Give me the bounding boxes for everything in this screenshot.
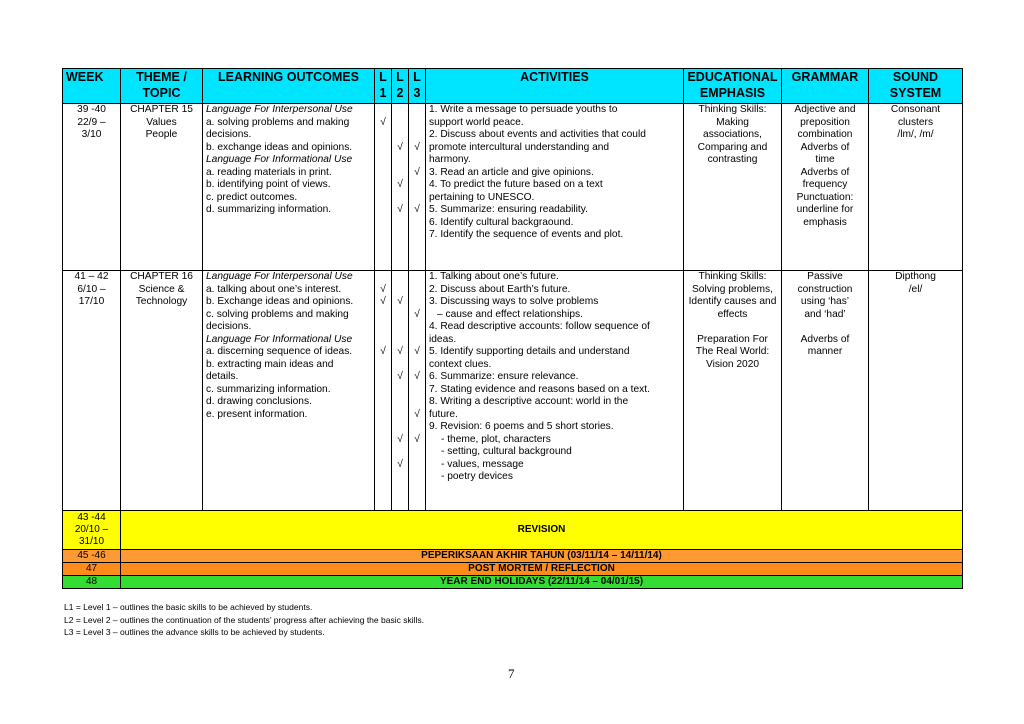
tick-mark: √	[414, 346, 420, 357]
tick-mark: √	[397, 433, 403, 445]
l1-cell	[375, 271, 392, 511]
sound-system-cell: Consonant clusters /lm/, /m/	[869, 104, 963, 271]
tick-mark: √	[380, 116, 386, 128]
tick-mark: √	[414, 141, 420, 153]
outcomes-cell: Language For Interpersonal Use a. talking about one’s interest. b. Exchange ideas and opinions. c. solving problems and making decisions. Language For Informational Use a. discerning sequence of ideas. b. extracting main ideas and details. c. summarizing information. d. drawing conclusions. e. present information.	[203, 271, 375, 511]
header-l2: L 2	[392, 69, 409, 104]
revision-week-cell: 43 -44 20/10 – 31/10	[63, 511, 121, 550]
sound-system-cell: Dipthong /el/	[869, 271, 963, 511]
table-row-chapter-15	[63, 104, 963, 271]
theme-cell: CHAPTER 15 Values People	[121, 104, 203, 271]
tick-mark: √	[414, 371, 420, 382]
activities-cell: 1. Write a message to persuade youths to support world peace. 2. Discuss about events and activities that could promote intercultural understanding and harmony. 3. Read an article and give opinions. 4. To predict the future based on a text pertaining to UNESCO. 5. Summarize: ensuring readability. 6. Identify cultural backgraound. 7. Identify the sequence of events and plot.	[426, 104, 684, 271]
educational-emphasis-cell: Thinking Skills: Making associations, Comparing and contrasting	[684, 104, 782, 271]
page-number: 7	[508, 666, 515, 681]
week-cell: 41 – 42 6/10 – 17/10	[63, 271, 121, 511]
scheme-of-work-table	[62, 68, 963, 589]
header-l1: L 1	[375, 69, 392, 104]
post-mortem-week-cell: 47	[63, 563, 121, 576]
note-l3: L3 = Level 3 – outlines the advance skills to be achieved by students.	[64, 627, 325, 637]
tick-mark: √	[414, 308, 420, 320]
note-l1: L1 = Level 1 – outlines the basic skills to be achieved by students.	[64, 602, 313, 612]
header-outcomes: LEARNING OUTCOMES	[203, 69, 375, 104]
l2-cell	[392, 104, 409, 271]
exam-label: PEPERIKSAAN AKHIR TAHUN (03/11/14 – 14/11/14)	[121, 550, 963, 563]
tick-mark: √	[380, 296, 386, 307]
tick-mark: √	[380, 346, 386, 357]
holiday-row	[63, 576, 963, 589]
header-educational-emphasis: EDUCATIONAL EMPHASIS	[684, 69, 782, 104]
header-week: WEEK	[63, 69, 121, 104]
header-sound-system: SOUND SYSTEM	[869, 69, 963, 104]
outcomes-cell: Language For Interpersonal Use a. solving problems and making decisions. b. exchange ideas and opinions. Language For Informational Use a. reading materials in print. b. identifying point of views. c. predict outcomes. d. summarizing information.	[203, 104, 375, 271]
post-mortem-row	[63, 563, 963, 576]
header-activities: ACTIVITIES	[426, 69, 684, 104]
l2-cell	[392, 271, 409, 511]
tick-mark: √	[397, 179, 403, 190]
l3-cell	[409, 271, 426, 511]
holiday-label: YEAR END HOLIDAYS (22/11/14 – 04/01/15)	[121, 576, 963, 589]
exam-week-cell: 45 -46	[63, 550, 121, 563]
tick-mark: √	[397, 458, 403, 470]
note-l2: L2 = Level 2 – outlines the continuation of the students’ progress after achieving the basic skills.	[64, 614, 424, 625]
exam-row	[63, 550, 963, 563]
grammar-cell: Passive construction using ‘has’ and ‘had’ Adverbs of manner	[782, 271, 869, 511]
header-grammar: GRAMMAR	[782, 69, 869, 104]
revision-row	[63, 511, 963, 550]
week-cell: 39 -40 22/9 – 3/10	[63, 104, 121, 271]
tick-mark: √	[414, 204, 420, 215]
tick-mark: √	[397, 141, 403, 153]
grammar-cell: Adjective and preposition combination Adverbs of time Adverbs of frequency Punctuation: underline for emphasis	[782, 104, 869, 271]
table-row-chapter-16	[63, 271, 963, 511]
tick-mark: √	[414, 166, 420, 178]
tick-mark: √	[397, 346, 403, 357]
holiday-week-cell: 48	[63, 576, 121, 589]
l3-cell	[409, 104, 426, 271]
revision-label: REVISION	[121, 511, 963, 550]
header-row	[63, 69, 963, 104]
level-notes	[64, 601, 424, 639]
post-mortem-label: POST MORTEM / REFLECTION	[121, 563, 963, 576]
l1-cell	[375, 104, 392, 271]
header-l3: L 3	[409, 69, 426, 104]
activities-cell: 1. Talking about one’s future. 2. Discuss about Earth’s future. 3. Discussing ways to solve problems – cause and effect relationships. 4. Read descriptive accounts: follow sequence of ideas. 5. Identify supporting details and understand context clues. 6. Summarize: ensure relevance. 7. Stating evidence and reasons based on a text. 8. Writing a descriptive account: world in the future. 9. Revision: 6 poems and 5 short stories. - theme, plot, characters - setting, cultural background - values, message - poetry devices	[426, 271, 684, 511]
educational-emphasis-cell: Thinking Skills: Solving problems, Identify causes and effects Preparation For The Real World: Vision 2020	[684, 271, 782, 511]
theme-cell: CHAPTER 16 Science & Technology	[121, 271, 203, 511]
header-theme: THEME / TOPIC	[121, 69, 203, 104]
tick-mark: √	[414, 408, 420, 420]
tick-mark: √	[397, 204, 403, 215]
tick-mark: √	[380, 283, 386, 295]
tick-mark: √	[397, 296, 403, 307]
tick-mark: √	[414, 433, 420, 445]
tick-mark: √	[397, 371, 403, 382]
